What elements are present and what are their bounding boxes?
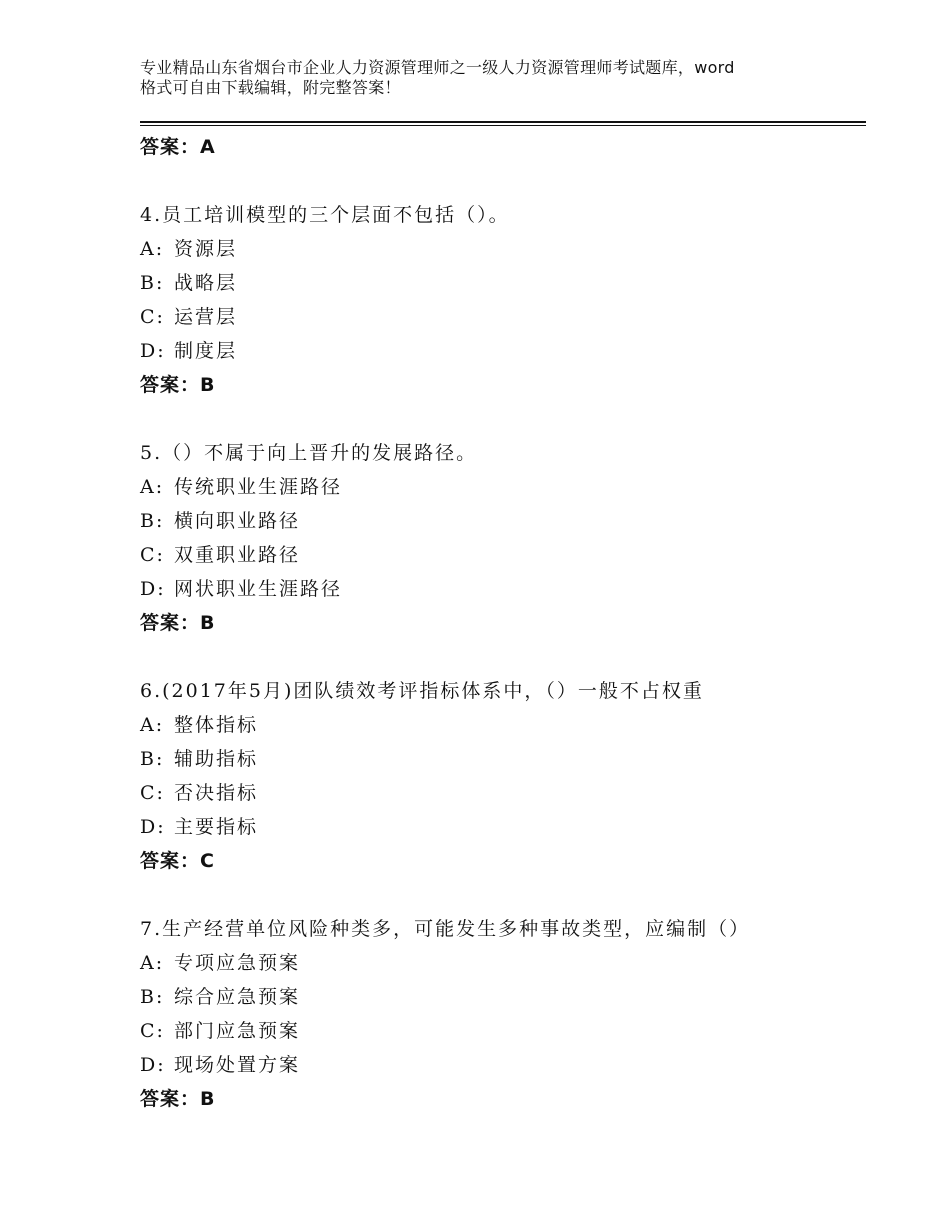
answer-line: 答案：A <box>140 136 216 158</box>
option-letter: C: <box>140 1020 165 1042</box>
page-header <box>140 58 830 98</box>
answer-line: 答案：B <box>140 374 216 396</box>
option-a <box>140 946 866 980</box>
option-a <box>140 232 866 266</box>
question-6 <box>140 674 866 878</box>
option-text: 制度层 <box>174 340 238 362</box>
option-text: 双重职业路径 <box>174 544 301 566</box>
option-c <box>140 538 866 572</box>
document-body <box>140 130 866 1116</box>
option-text: 否决指标 <box>174 782 259 804</box>
answer-line: 答案：B <box>140 1088 216 1110</box>
option-text: 整体指标 <box>174 714 259 736</box>
header-rule-thick <box>140 121 866 123</box>
option-text: 资源层 <box>174 238 238 260</box>
option-letter: C: <box>140 306 165 328</box>
answer-line: 答案：C <box>140 850 215 872</box>
option-letter: D: <box>140 816 166 838</box>
option-letter: C: <box>140 544 165 566</box>
option-d <box>140 572 866 606</box>
option-letter: D: <box>140 578 166 600</box>
option-text: 综合应急预案 <box>174 986 301 1008</box>
header-line-1: 专业精品山东省烟台市企业人力资源管理师之一级人力资源管理师考试题库，word <box>140 58 735 77</box>
option-text: 主要指标 <box>174 816 259 838</box>
question-text: 7.生产经营单位风险种类多，可能发生多种事故类型，应编制（） <box>140 918 751 940</box>
option-letter: C: <box>140 782 165 804</box>
option-b <box>140 266 866 300</box>
option-text: 传统职业生涯路径 <box>174 476 343 498</box>
option-letter: D: <box>140 340 166 362</box>
option-letter: D: <box>140 1054 166 1076</box>
option-b <box>140 980 866 1014</box>
option-text: 横向职业路径 <box>174 510 301 532</box>
option-d <box>140 334 866 368</box>
option-text: 现场处置方案 <box>174 1054 301 1076</box>
header-rule-thin <box>140 125 866 126</box>
option-text: 专项应急预案 <box>174 952 301 974</box>
option-a <box>140 470 866 504</box>
option-b <box>140 742 866 776</box>
option-c <box>140 1014 866 1048</box>
option-letter: A: <box>140 476 165 498</box>
option-d <box>140 810 866 844</box>
question-text: 4.员工培训模型的三个层面不包括（）。 <box>140 204 510 226</box>
option-letter: A: <box>140 952 165 974</box>
option-letter: B: <box>140 272 165 294</box>
option-text: 战略层 <box>174 272 238 294</box>
option-text: 网状职业生涯路径 <box>174 578 343 600</box>
question-text: 6.(2017年5月)团队绩效考评指标体系中，（）一般不占权重 <box>140 680 704 702</box>
option-letter: A: <box>140 714 165 736</box>
option-text: 部门应急预案 <box>174 1020 301 1042</box>
option-letter: B: <box>140 748 165 770</box>
question-5 <box>140 436 866 640</box>
answer-line: 答案：B <box>140 612 216 634</box>
option-c <box>140 300 866 334</box>
option-letter: A: <box>140 238 165 260</box>
option-text: 运营层 <box>174 306 238 328</box>
option-letter: B: <box>140 510 165 532</box>
option-letter: B: <box>140 986 165 1008</box>
option-d <box>140 1048 866 1082</box>
header-line-2: 格式可自由下载编辑，附完整答案！ <box>140 78 401 97</box>
question-text: 5.（）不属于向上晋升的发展路径。 <box>140 442 478 464</box>
option-text: 辅助指标 <box>174 748 259 770</box>
question-4 <box>140 198 866 402</box>
question-7 <box>140 912 866 1116</box>
option-b <box>140 504 866 538</box>
option-c <box>140 776 866 810</box>
option-a <box>140 708 866 742</box>
